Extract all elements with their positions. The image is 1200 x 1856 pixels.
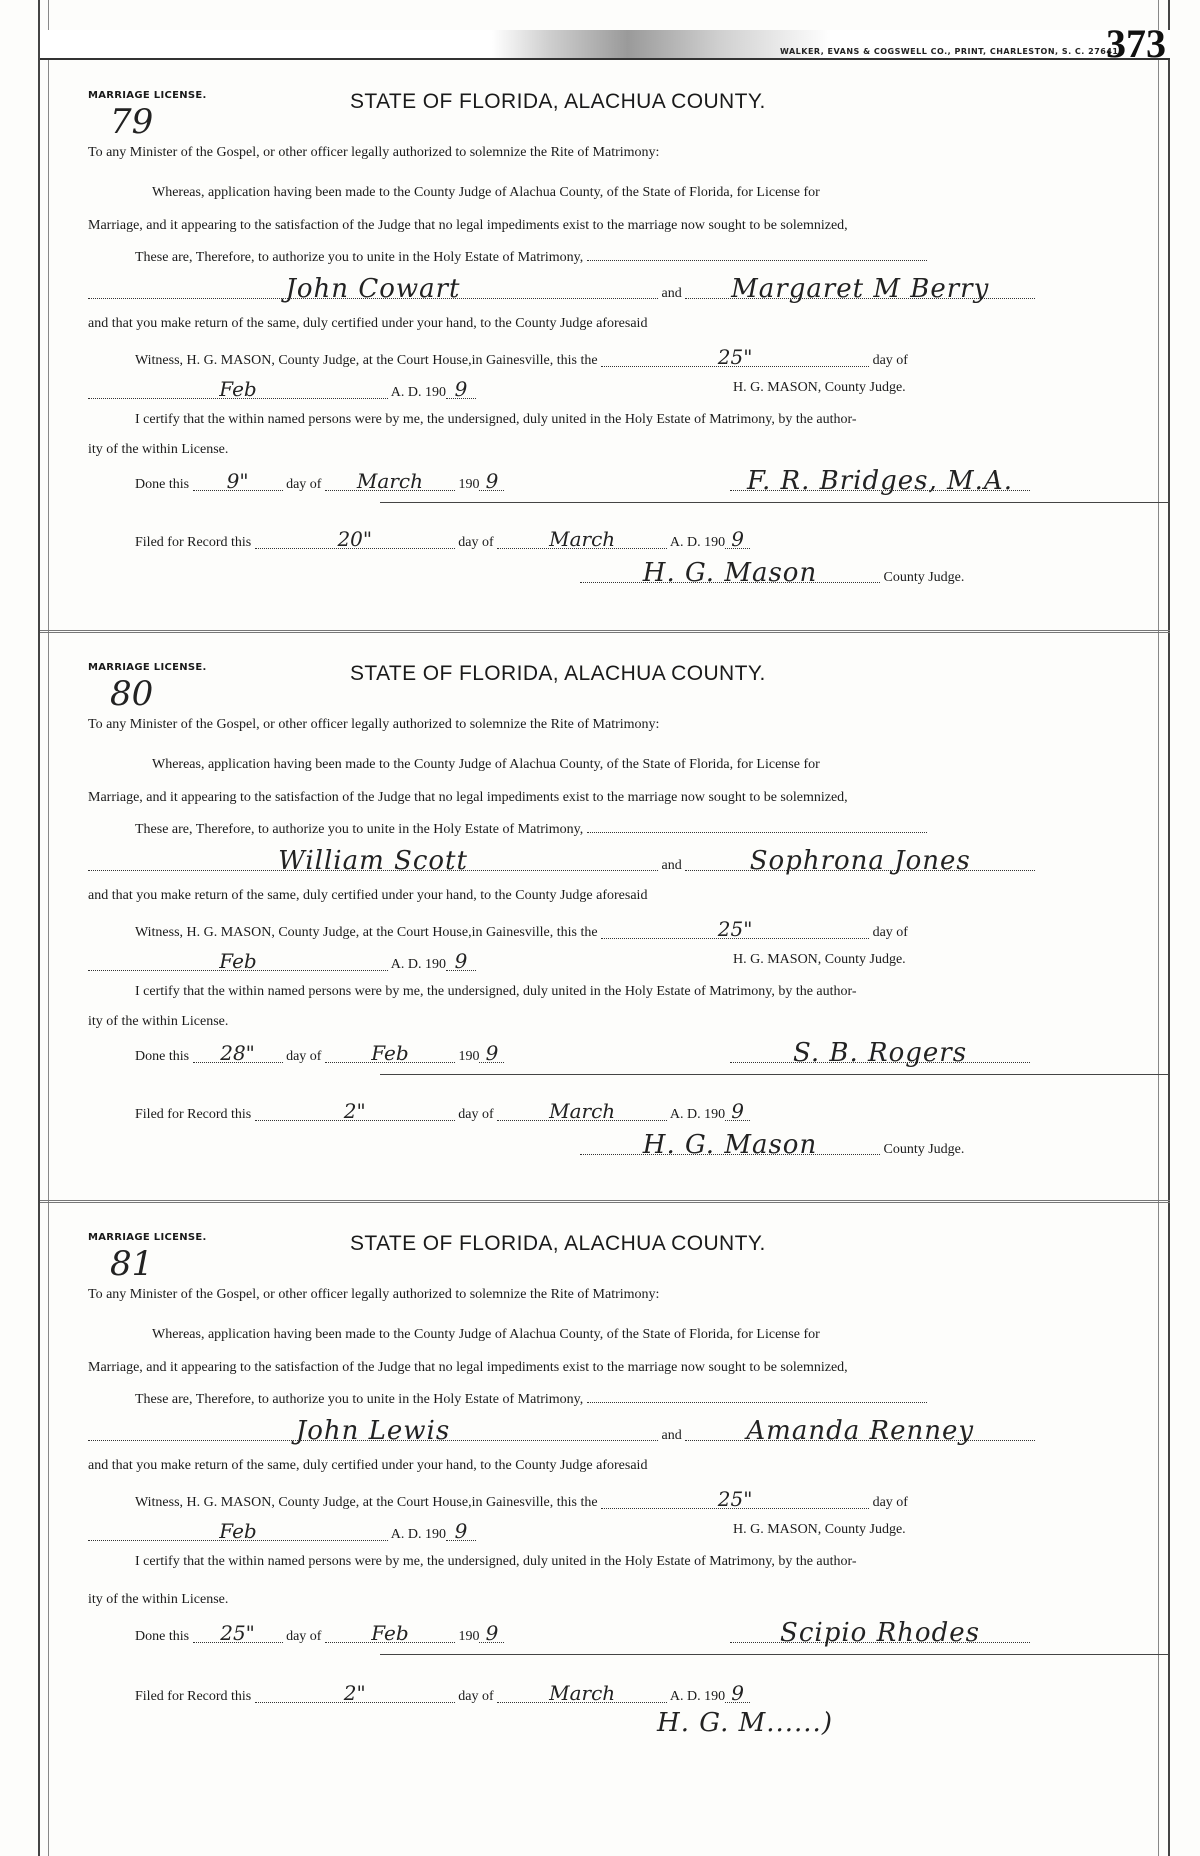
officiant-signature: S. B. Rogers [730, 1044, 1030, 1063]
whereas-line-1: Whereas, application having been made to the County Judge of Alachua County, of the State of Florida, for License for [152, 185, 820, 200]
issue-day: 25" [601, 348, 869, 367]
day-of-text: day of [872, 1495, 908, 1510]
filed-day-of: day of [458, 535, 494, 550]
section-divider-1 [40, 630, 1170, 633]
groom-name: John Cowart [88, 280, 658, 299]
issue-year: 9 [446, 952, 476, 971]
certify-line-2: ity of the within License. [88, 442, 229, 457]
filed-year: 9 [725, 1102, 750, 1121]
day-of-text: day of [872, 925, 908, 940]
judge-signature-print: H. G. MASON, County Judge. [733, 1522, 906, 1537]
officiant-signature: F. R. Bridges, M.A. [730, 472, 1030, 491]
done-text: Done this [135, 1049, 190, 1064]
binding-line-right-inner [1158, 0, 1159, 1856]
and-text: and [661, 1428, 682, 1443]
authorize-line [135, 822, 927, 838]
filed-day: 2" [255, 1102, 455, 1121]
day-of-text: day of [872, 353, 908, 368]
license-section-79 [80, 90, 1100, 610]
done-month: Feb [325, 1044, 455, 1063]
names-line [88, 1416, 1035, 1446]
done-line [135, 1618, 1095, 1648]
filed-line [135, 527, 750, 551]
license-heading: STATE OF FLORIDA, ALACHUA COUNTY. [350, 662, 766, 685]
done-month: March [325, 472, 455, 491]
officiant-signature: Scipio Rhodes [730, 1624, 1030, 1643]
section-rule [380, 502, 1170, 503]
judge-signature-print: H. G. MASON, County Judge. [733, 380, 906, 395]
filed-judge-line [580, 558, 965, 588]
issue-year: 9 [446, 380, 476, 399]
filed-line [135, 1681, 750, 1705]
issue-month: Feb [88, 952, 388, 971]
filed-ad: A. D. 190 [669, 1107, 726, 1122]
certify-line-2: ity of the within License. [88, 1592, 229, 1607]
filed-line [135, 1099, 750, 1123]
certify-line-1: I certify that the within named persons were by me, the undersigned, duly united in the Holy Estate of Matrimony, by the author- [135, 412, 857, 427]
filed-year: 9 [725, 530, 750, 549]
license-heading: STATE OF FLORIDA, ALACHUA COUNTY. [350, 1232, 766, 1255]
filed-ad: A. D. 190 [669, 1689, 726, 1704]
authorize-blank [587, 260, 927, 261]
witness-line [135, 345, 908, 369]
filed-day: 20" [255, 530, 455, 549]
issue-month: Feb [88, 380, 388, 399]
witness-text: Witness, H. G. MASON, County Judge, at the Court House,in Gainesville, this the [135, 353, 598, 368]
salutation: To any Minister of the Gospel, or other officer legally authorized to solemnize the Rite of Matrimony: [88, 717, 660, 732]
certify-line-1: I certify that the within named persons were by me, the undersigned, duly united in the Holy Estate of Matrimony, by the author- [135, 1554, 857, 1569]
license-heading: STATE OF FLORIDA, ALACHUA COUNTY. [350, 90, 766, 113]
done-line [135, 466, 1095, 496]
salutation: To any Minister of the Gospel, or other officer legally authorized to solemnize the Rite of Matrimony: [88, 145, 660, 160]
done-month: Feb [325, 1624, 455, 1643]
authorize-text: These are, Therefore, to authorize you to unite in the Holy Estate of Matrimony, [135, 250, 584, 265]
section-rule [380, 1654, 1170, 1655]
and-text: and [661, 858, 682, 873]
section-divider-2 [40, 1200, 1170, 1203]
filed-day-of: day of [458, 1689, 494, 1704]
authorize-text: These are, Therefore, to authorize you to unite in the Holy Estate of Matrimony, [135, 822, 584, 837]
done-year-prefix: 190 [458, 477, 480, 492]
certify-line-1: I certify that the within named persons were by me, the undersigned, duly united in the Holy Estate of Matrimony, by the author- [135, 984, 857, 999]
done-year-prefix: 190 [458, 1049, 480, 1064]
authorize-line [135, 1392, 927, 1408]
done-year-prefix: 190 [458, 1629, 480, 1644]
authorize-text: These are, Therefore, to authorize you to unite in the Holy Estate of Matrimony, [135, 1392, 584, 1407]
issue-date-line [88, 377, 1088, 401]
judge-signature-print: H. G. MASON, County Judge. [733, 952, 906, 967]
filed-month: March [497, 530, 667, 549]
binding-line-right [1168, 0, 1170, 1856]
done-day: 28" [193, 1044, 283, 1063]
issue-day: 25" [601, 1490, 869, 1509]
witness-line [135, 1487, 908, 1511]
filed-text: Filed for Record this [135, 535, 252, 550]
return-line: and that you make return of the same, duly certified under your hand, to the County Judge aforesaid [88, 316, 648, 331]
done-day-of: day of [286, 1629, 322, 1644]
and-text: and [661, 286, 682, 301]
ad-text: A. D. 190 [390, 957, 446, 972]
whereas-line-2: Marriage, and it appearing to the satisfaction of the Judge that no legal impediments exist to the marriage now sought to be solemnized, [88, 1360, 848, 1375]
authorize-blank [587, 832, 927, 833]
done-day: 9" [193, 472, 283, 491]
done-year: 9 [479, 1044, 504, 1063]
return-line: and that you make return of the same, duly certified under your hand, to the County Judge aforesaid [88, 1458, 648, 1473]
license-label: MARRIAGE LICENSE. [88, 662, 207, 673]
whereas-line-1: Whereas, application having been made to the County Judge of Alachua County, of the State of Florida, for License for [152, 757, 820, 772]
witness-text: Witness, H. G. MASON, County Judge, at the Court House,in Gainesville, this the [135, 925, 598, 940]
license-number: 80 [110, 674, 154, 714]
done-day-of: day of [286, 1049, 322, 1064]
filed-month: March [497, 1102, 667, 1121]
whereas-line-1: Whereas, application having been made to the County Judge of Alachua County, of the State of Florida, for License for [152, 1327, 820, 1342]
filed-month: March [497, 1684, 667, 1703]
filed-text: Filed for Record this [135, 1689, 252, 1704]
ad-text: A. D. 190 [390, 385, 446, 400]
filed-year: 9 [725, 1684, 750, 1703]
license-label: MARRIAGE LICENSE. [88, 1232, 207, 1243]
filed-text: Filed for Record this [135, 1107, 252, 1122]
authorize-line [135, 250, 927, 266]
filed-judge-line [580, 1130, 965, 1160]
filed-judge-line [620, 1708, 870, 1738]
done-text: Done this [135, 477, 190, 492]
binding-line-left [38, 0, 40, 1856]
bride-name: Margaret M Berry [685, 280, 1035, 299]
county-judge-text: County Judge. [883, 570, 965, 585]
ad-text: A. D. 190 [390, 1527, 446, 1542]
page-number: 373 [1106, 21, 1166, 66]
filed-judge-signature: H. G. M......) [657, 1708, 833, 1738]
names-line [88, 274, 1035, 304]
certify-line-2: ity of the within License. [88, 1014, 229, 1029]
binding-line-left-inner [48, 0, 49, 1856]
issue-year: 9 [446, 1522, 476, 1541]
witness-line [135, 917, 908, 941]
filed-judge-signature: H. G. Mason [580, 1136, 880, 1155]
done-text: Done this [135, 1629, 190, 1644]
done-year: 9 [479, 1624, 504, 1643]
bride-name: Sophrona Jones [685, 852, 1035, 871]
issue-date-line [88, 949, 1088, 973]
whereas-line-2: Marriage, and it appearing to the satisfaction of the Judge that no legal impediments exist to the marriage now sought to be solemnized, [88, 790, 848, 805]
done-line [135, 1038, 1095, 1068]
filed-day-of: day of [458, 1107, 494, 1122]
filed-ad: A. D. 190 [669, 535, 726, 550]
done-day: 25" [193, 1624, 283, 1643]
groom-name: William Scott [88, 852, 658, 871]
license-label: MARRIAGE LICENSE. [88, 90, 207, 101]
done-year: 9 [479, 472, 504, 491]
groom-name: John Lewis [88, 1422, 658, 1441]
witness-text: Witness, H. G. MASON, County Judge, at the Court House,in Gainesville, this the [135, 1495, 598, 1510]
county-judge-text: County Judge. [883, 1142, 965, 1157]
salutation: To any Minister of the Gospel, or other officer legally authorized to solemnize the Rite of Matrimony: [88, 1287, 660, 1302]
issue-day: 25" [601, 920, 869, 939]
whereas-line-2: Marriage, and it appearing to the satisfaction of the Judge that no legal impediments exist to the marriage now sought to be solemnized, [88, 218, 848, 233]
bride-name: Amanda Renney [685, 1422, 1035, 1441]
filed-judge-signature: H. G. Mason [580, 564, 880, 583]
issue-month: Feb [88, 1522, 388, 1541]
done-day-of: day of [286, 477, 322, 492]
license-section-81 [80, 1232, 1100, 1752]
names-line [88, 846, 1035, 876]
license-section-80 [80, 662, 1100, 1182]
license-number: 81 [110, 1244, 154, 1284]
printer-imprint: WALKER, EVANS & COGSWELL CO., PRINT, CHARLESTON, S. C. 276410 [780, 47, 1125, 56]
section-rule [380, 1074, 1170, 1075]
license-number: 79 [110, 102, 154, 142]
authorize-blank [587, 1402, 927, 1403]
issue-date-line [88, 1519, 1088, 1543]
return-line: and that you make return of the same, duly certified under your hand, to the County Judge aforesaid [88, 888, 648, 903]
filed-day: 2" [255, 1684, 455, 1703]
